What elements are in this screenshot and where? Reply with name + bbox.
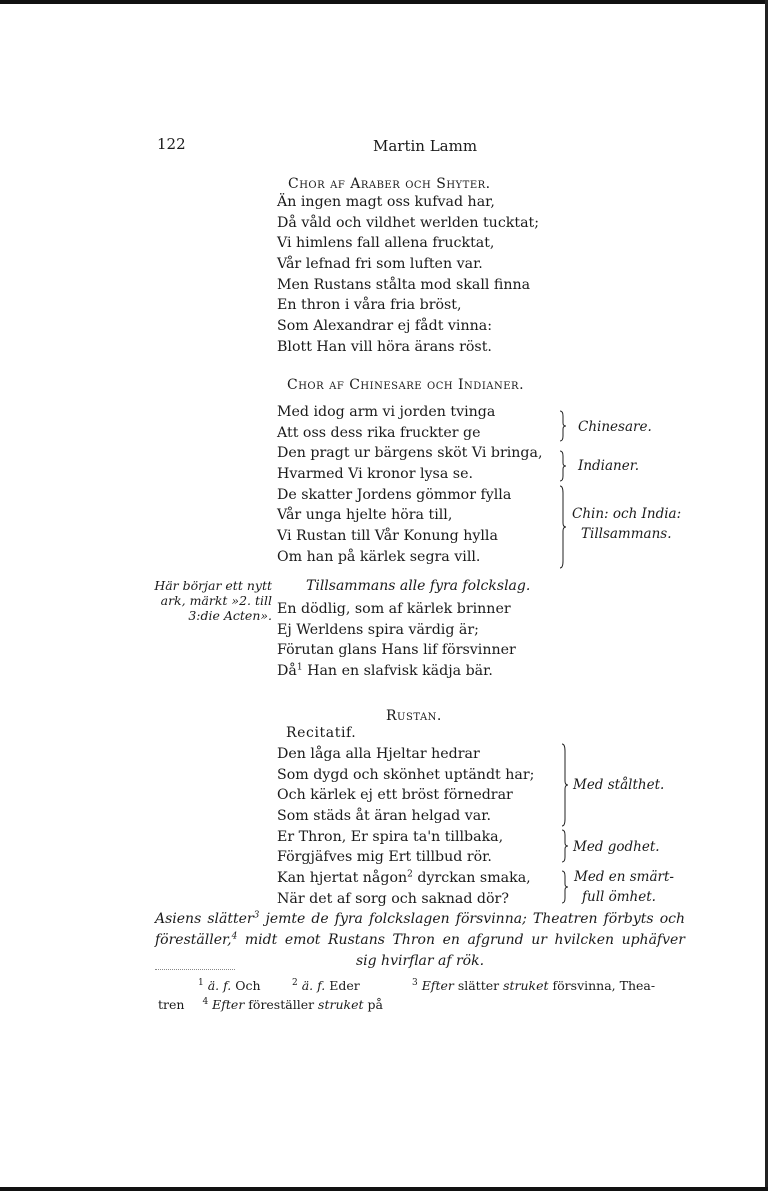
footnote-text: på xyxy=(363,997,383,1012)
footnote-text: försvinna, Thea- xyxy=(548,978,656,993)
verse-line: Vi Rustan till Vår Konung hylla xyxy=(277,528,498,545)
footnote-ref: 3 xyxy=(253,910,260,921)
footnote-text: tren xyxy=(158,997,185,1012)
margin-note-line: 3:die Acten». xyxy=(188,608,272,623)
footnote-1 xyxy=(198,976,276,995)
side-label-godhet: Med godhet. xyxy=(573,839,660,855)
verse-line: Då våld och vildhet werlden tucktat; xyxy=(277,214,540,231)
footnote-text: Eder xyxy=(325,978,360,993)
scan-edge-bottom xyxy=(0,1187,768,1191)
footnote-abbr: struket xyxy=(318,997,364,1012)
verse-line: Att oss dess rika fruckter ge xyxy=(277,424,481,441)
stage-line: sig hvirflar af rök. xyxy=(355,953,485,969)
footnote-mark: 1 xyxy=(198,977,204,988)
section-heading-alle: Tillsammans alle fyra folckslag. xyxy=(306,578,531,594)
side-label-smart-1: Med en smärt- xyxy=(574,869,674,885)
brace-indianer xyxy=(559,450,565,482)
stage-text: midt emot Rustans Thron en afgrund ur hvilcken uphäfver xyxy=(237,932,685,948)
brace-smart xyxy=(561,870,567,904)
stage-line xyxy=(155,930,685,951)
page-number: 122 xyxy=(157,135,186,153)
verse-alle xyxy=(277,599,516,682)
verse-line: Ej Werldens spira värdig är; xyxy=(277,621,479,638)
footnote-abbr: ä. f. xyxy=(301,978,326,993)
margin-note xyxy=(140,578,272,623)
footnote-text: föreställer xyxy=(244,997,319,1012)
verse-line: Som städs åt äran helgad var. xyxy=(277,808,491,825)
verse-text: Då xyxy=(277,663,297,680)
verse-chinesare xyxy=(277,402,542,568)
footnote-text: slätter xyxy=(453,978,504,993)
brace-stalthet xyxy=(561,743,567,827)
side-label-together-1: Chin: och India: xyxy=(572,506,682,522)
verse-line xyxy=(277,868,534,889)
verse-line: När det af sorg och saknad dör? xyxy=(277,890,509,907)
stage-text: föreställer, xyxy=(155,932,232,948)
stage-text: jemte de fyra folckslagen försvinna; Theatren förbyts och xyxy=(259,911,686,927)
footnote-text: Och xyxy=(231,978,261,993)
verse-line: Vår lefnad fri som luften var. xyxy=(277,256,483,273)
brace-godhet xyxy=(561,829,567,863)
footnote-ref: 1 xyxy=(296,662,303,673)
footnote-divider xyxy=(155,969,235,970)
footnote-ref: 4 xyxy=(231,931,238,942)
stage-text: Asiens slätter xyxy=(155,911,254,927)
subheading-recitatif: Recitatif. xyxy=(286,725,357,741)
footnote-ref: 2 xyxy=(407,869,413,880)
side-label-indianer: Indianer. xyxy=(578,458,639,474)
brace-tillsammans xyxy=(559,485,565,569)
footnote-4 xyxy=(188,995,383,1014)
footnote-abbr: struket xyxy=(503,978,549,993)
footnote-mark: 4 xyxy=(202,996,209,1007)
verse-line: Vår unga hjelte höra till, xyxy=(277,507,453,524)
verse-line: En dödlig, som af kärlek brinner xyxy=(277,601,511,617)
stage-direction xyxy=(155,909,685,972)
verse-line: Som dygd och skönhet uptändt har; xyxy=(277,766,535,783)
footnote-abbr: Efter xyxy=(212,997,245,1012)
margin-note-line: Här börjar ett nytt xyxy=(154,578,272,593)
stage-line xyxy=(155,909,685,930)
verse-line: Förutan glans Hans lif försvinner xyxy=(277,642,516,659)
footnote-2 xyxy=(280,976,408,995)
footnotes xyxy=(158,976,688,1014)
section-heading-araber: Chor af Araber och Shyter. xyxy=(288,176,491,192)
verse-line: Och kärlek ej ett bröst förnedrar xyxy=(277,787,513,804)
verse-line: Hvarmed Vi kronor lysa se. xyxy=(277,466,473,483)
verse-line: Som Alexandrar ej fådt vinna: xyxy=(277,318,492,335)
verse-line: En thron i våra fria bröst, xyxy=(277,297,462,314)
side-label-chinesare: Chinesare. xyxy=(578,419,652,435)
verse-line: Den pragt ur bärgens sköt Vi bringa, xyxy=(277,445,543,462)
verse-line: Om han på kärlek segra vill. xyxy=(277,548,481,565)
verse-line: Men Rustans stålta mod skall finna xyxy=(277,276,531,293)
brace-chinesare xyxy=(559,410,565,442)
side-label-smart-2: full ömhet. xyxy=(582,889,656,905)
verse-line: De skatter Jordens gömmor fylla xyxy=(277,486,512,503)
verse-rustan xyxy=(277,744,534,910)
verse-text: Kan hjertat någon xyxy=(277,870,408,887)
verse-text: dyrckan smaka, xyxy=(412,870,531,887)
verse-line: Den låga alla Hjeltar hedrar xyxy=(277,746,480,762)
margin-note-line: ark, märkt »2. till xyxy=(160,593,272,608)
side-label-together-2: Tillsammans. xyxy=(581,526,672,542)
footnote-row xyxy=(158,995,688,1014)
footnote-abbr: Efter xyxy=(421,978,454,993)
verse-line xyxy=(277,661,516,682)
verse-line: Med idog arm vi jorden tvinga xyxy=(277,404,496,420)
scan-edge-top xyxy=(0,0,768,4)
side-label-stalthet: Med stålthet. xyxy=(573,777,665,793)
verse-araber xyxy=(277,192,539,358)
footnote-abbr: ä. f. xyxy=(207,978,232,993)
verse-line: Än ingen magt oss kufvad har, xyxy=(277,194,495,210)
footnote-row xyxy=(158,976,688,995)
footnote-mark: 3 xyxy=(411,977,418,988)
running-head: Martin Lamm xyxy=(373,137,478,155)
verse-text: Han en slafvisk kädja bär. xyxy=(302,663,493,680)
verse-line: Blott Han vill höra ärans röst. xyxy=(277,338,492,355)
section-heading-chinesare: Chor af Chinesare och Indianer. xyxy=(287,377,525,393)
footnote-3 xyxy=(412,976,655,995)
verse-line: Vi himlens fall allena frucktat, xyxy=(277,235,495,252)
section-heading-rustan: Rustan. xyxy=(386,708,442,724)
verse-line: Förgjäfves mig Ert tillbud rör. xyxy=(277,849,492,866)
verse-line: Er Thron, Er spira ta'n tillbaka, xyxy=(277,828,504,845)
footnote-mark: 2 xyxy=(291,977,298,988)
